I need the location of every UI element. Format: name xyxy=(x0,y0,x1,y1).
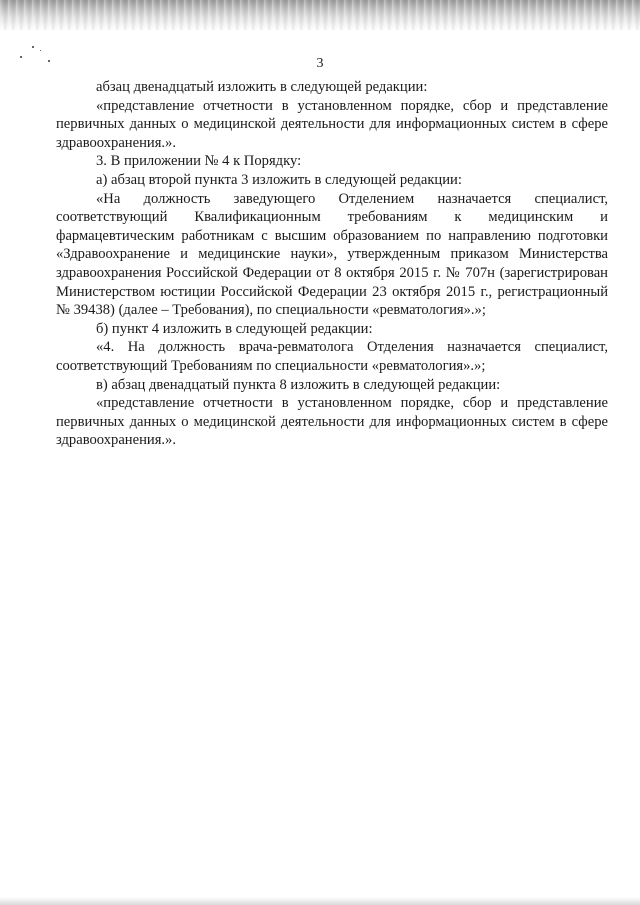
paragraph-6: б) пункт 4 изложить в следующей редакции: xyxy=(96,320,373,337)
paragraph-3: 3. В приложении № 4 к Порядку: xyxy=(96,153,302,170)
paragraph-8: в) абзац двенадцатый пункта 8 изложить в следующей редакции: xyxy=(96,376,501,393)
paragraph-9: «представление отчетности в установленном порядке, сбор и представление первичных данных о медицинской деятельности для информационных систем в сфере здравоохранения.». xyxy=(56,395,608,449)
paragraph-4: а) абзац второй пункта 3 изложить в следующей редакции: xyxy=(96,171,462,188)
scan-shadow-bottom xyxy=(0,897,640,905)
page-number: 3 xyxy=(316,56,324,71)
document-body xyxy=(56,78,608,450)
paragraph-2: «представление отчетности в установленном порядке, сбор и представление первичных данных о медицинской деятельности для информационных систем в сфере здравоохранения.». xyxy=(56,97,608,151)
paragraph-1: абзац двенадцатый изложить в следующей редакции: xyxy=(96,79,428,95)
paragraph-5: «На должность заведующего Отделением назначается специалист, соответствующий Квалификационным требованиям к медицинским и фармацевтическим работникам с высшим образованием по направлению подготовки «Здравоохранение и медицинские науки», утвержденным приказом Министерства здравоохранения Российской Федерации от 8 октября 2015 г. № 707н (зарегистрирован Министерством юстиции Российской Федерации 23 октября 2015 г., регистрационный № 39438) (далее – Требования), по специальности «ревматология».»; xyxy=(56,190,608,319)
scan-shadow-top xyxy=(0,0,640,30)
paragraph-7: «4. На должность врача-ревматолога Отделения назначается специалист, соответствующий Требованиям по специальности «ревматология».»; xyxy=(56,339,608,374)
